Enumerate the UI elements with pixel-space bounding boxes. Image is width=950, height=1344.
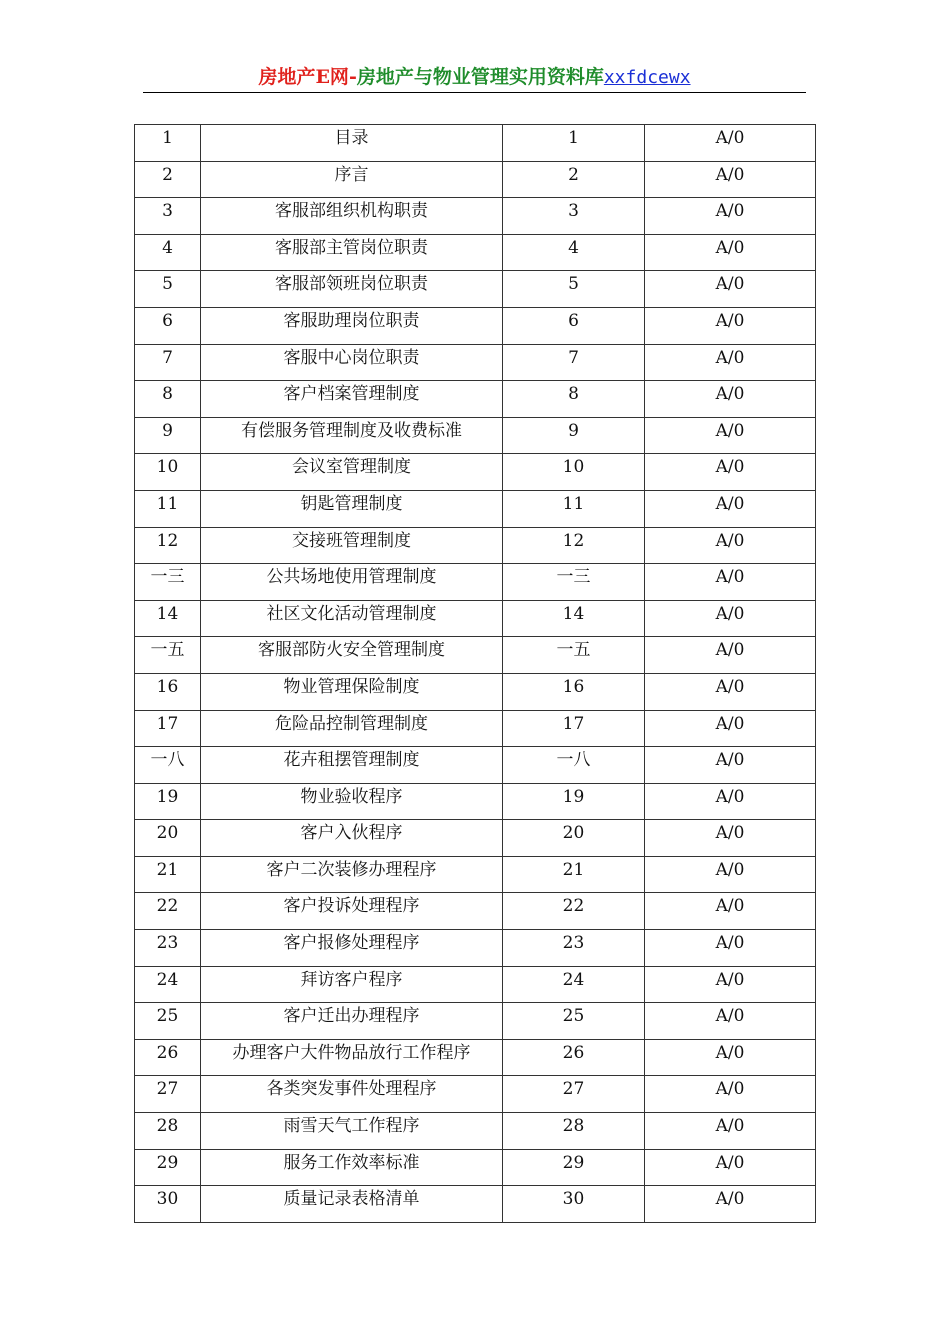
row-page-cell: 一五 xyxy=(503,637,645,674)
row-page-cell: 14 xyxy=(503,600,645,637)
row-version-cell: A/0 xyxy=(645,1039,816,1076)
row-version-cell: A/0 xyxy=(645,271,816,308)
row-number-cell: 10 xyxy=(135,454,201,491)
table-row xyxy=(135,198,816,235)
row-version-cell: A/0 xyxy=(645,820,816,857)
row-number-cell: 16 xyxy=(135,673,201,710)
row-title-cell: 会议室管理制度 xyxy=(201,454,503,491)
row-version-cell: A/0 xyxy=(645,1076,816,1113)
table-row xyxy=(135,966,816,1003)
row-version-cell: A/0 xyxy=(645,307,816,344)
row-page-cell: 3 xyxy=(503,198,645,235)
table-row xyxy=(135,161,816,198)
header-subtitle: 房地产与物业管理实用资料库 xyxy=(356,66,604,88)
row-page-cell: 7 xyxy=(503,344,645,381)
row-title-cell: 钥匙管理制度 xyxy=(201,490,503,527)
row-page-cell: 21 xyxy=(503,856,645,893)
row-page-cell: 27 xyxy=(503,1076,645,1113)
row-number-cell: 14 xyxy=(135,600,201,637)
row-number-cell: 29 xyxy=(135,1149,201,1186)
row-title-cell: 交接班管理制度 xyxy=(201,527,503,564)
row-page-cell: 11 xyxy=(503,490,645,527)
row-page-cell: 20 xyxy=(503,820,645,857)
row-title-cell: 客户档案管理制度 xyxy=(201,381,503,418)
row-number-cell: 28 xyxy=(135,1113,201,1150)
row-title-cell: 物业验收程序 xyxy=(201,783,503,820)
row-title-cell: 花卉租摆管理制度 xyxy=(201,747,503,784)
table-row xyxy=(135,1003,816,1040)
row-title-cell: 序言 xyxy=(201,161,503,198)
row-page-cell: 23 xyxy=(503,930,645,967)
row-number-cell: 8 xyxy=(135,381,201,418)
table-row xyxy=(135,271,816,308)
row-version-cell: A/0 xyxy=(645,198,816,235)
row-page-cell: 24 xyxy=(503,966,645,1003)
site-link[interactable]: xxfdcewx xyxy=(603,67,691,88)
row-title-cell: 客户投诉处理程序 xyxy=(201,893,503,930)
row-title-cell: 拜访客户程序 xyxy=(201,966,503,1003)
row-number-cell: 一五 xyxy=(135,637,201,674)
contents-table-body xyxy=(135,125,816,1223)
row-title-cell: 客户二次装修办理程序 xyxy=(201,856,503,893)
row-page-cell: 19 xyxy=(503,783,645,820)
row-number-cell: 22 xyxy=(135,893,201,930)
table-row xyxy=(135,527,816,564)
table-row xyxy=(135,1039,816,1076)
row-version-cell: A/0 xyxy=(645,125,816,162)
row-title-cell: 雨雪天气工作程序 xyxy=(201,1113,503,1150)
row-page-cell: 29 xyxy=(503,1149,645,1186)
row-number-cell: 21 xyxy=(135,856,201,893)
row-number-cell: 一八 xyxy=(135,747,201,784)
row-number-cell: 30 xyxy=(135,1186,201,1223)
row-title-cell: 质量记录表格清单 xyxy=(201,1186,503,1223)
row-page-cell: 30 xyxy=(503,1186,645,1223)
row-version-cell: A/0 xyxy=(645,1113,816,1150)
row-page-cell: 1 xyxy=(503,125,645,162)
row-title-cell: 客户入伙程序 xyxy=(201,820,503,857)
row-page-cell: 8 xyxy=(503,381,645,418)
table-row xyxy=(135,1076,816,1113)
row-number-cell: 11 xyxy=(135,490,201,527)
row-number-cell: 12 xyxy=(135,527,201,564)
row-version-cell: A/0 xyxy=(645,161,816,198)
row-title-cell: 客户迁出办理程序 xyxy=(201,1003,503,1040)
row-number-cell: 2 xyxy=(135,161,201,198)
row-version-cell: A/0 xyxy=(645,490,816,527)
table-row xyxy=(135,930,816,967)
row-number-cell: 一三 xyxy=(135,564,201,601)
row-number-cell: 25 xyxy=(135,1003,201,1040)
row-version-cell: A/0 xyxy=(645,1186,816,1223)
row-page-cell: 6 xyxy=(503,307,645,344)
row-title-cell: 目录 xyxy=(201,125,503,162)
row-title-cell: 公共场地使用管理制度 xyxy=(201,564,503,601)
row-version-cell: A/0 xyxy=(645,1003,816,1040)
row-page-cell: 26 xyxy=(503,1039,645,1076)
row-title-cell: 客服中心岗位职责 xyxy=(201,344,503,381)
row-title-cell: 有偿服务管理制度及收费标准 xyxy=(201,417,503,454)
row-version-cell: A/0 xyxy=(645,893,816,930)
table-row xyxy=(135,783,816,820)
row-version-cell: A/0 xyxy=(645,966,816,1003)
row-version-cell: A/0 xyxy=(645,856,816,893)
row-page-cell: 2 xyxy=(503,161,645,198)
page-header xyxy=(143,62,806,93)
row-number-cell: 19 xyxy=(135,783,201,820)
row-version-cell: A/0 xyxy=(645,381,816,418)
row-page-cell: 一三 xyxy=(503,564,645,601)
row-page-cell: 12 xyxy=(503,527,645,564)
row-page-cell: 28 xyxy=(503,1113,645,1150)
table-row xyxy=(135,234,816,271)
table-row xyxy=(135,637,816,674)
row-number-cell: 23 xyxy=(135,930,201,967)
table-row xyxy=(135,600,816,637)
table-row xyxy=(135,125,816,162)
row-number-cell: 9 xyxy=(135,417,201,454)
row-page-cell: 9 xyxy=(503,417,645,454)
row-version-cell: A/0 xyxy=(645,710,816,747)
row-page-cell: 16 xyxy=(503,673,645,710)
row-number-cell: 1 xyxy=(135,125,201,162)
row-number-cell: 5 xyxy=(135,271,201,308)
row-version-cell: A/0 xyxy=(645,1149,816,1186)
row-number-cell: 4 xyxy=(135,234,201,271)
row-page-cell: 25 xyxy=(503,1003,645,1040)
row-version-cell: A/0 xyxy=(645,454,816,491)
table-row xyxy=(135,381,816,418)
row-number-cell: 7 xyxy=(135,344,201,381)
row-title-cell: 物业管理保险制度 xyxy=(201,673,503,710)
row-version-cell: A/0 xyxy=(645,527,816,564)
contents-table xyxy=(134,124,816,1223)
row-number-cell: 24 xyxy=(135,966,201,1003)
table-row xyxy=(135,820,816,857)
site-name: 房地产E网 xyxy=(258,66,349,88)
table-row xyxy=(135,307,816,344)
row-number-cell: 26 xyxy=(135,1039,201,1076)
table-row xyxy=(135,1113,816,1150)
table-row xyxy=(135,564,816,601)
row-number-cell: 6 xyxy=(135,307,201,344)
row-version-cell: A/0 xyxy=(645,600,816,637)
row-number-cell: 17 xyxy=(135,710,201,747)
table-row xyxy=(135,344,816,381)
row-version-cell: A/0 xyxy=(645,637,816,674)
table-row xyxy=(135,1186,816,1223)
row-version-cell: A/0 xyxy=(645,783,816,820)
row-version-cell: A/0 xyxy=(645,234,816,271)
row-version-cell: A/0 xyxy=(645,564,816,601)
row-page-cell: 4 xyxy=(503,234,645,271)
row-number-cell: 3 xyxy=(135,198,201,235)
row-title-cell: 各类突发事件处理程序 xyxy=(201,1076,503,1113)
row-number-cell: 27 xyxy=(135,1076,201,1113)
table-row xyxy=(135,747,816,784)
row-page-cell: 10 xyxy=(503,454,645,491)
table-row xyxy=(135,893,816,930)
table-row xyxy=(135,673,816,710)
row-version-cell: A/0 xyxy=(645,673,816,710)
table-row xyxy=(135,454,816,491)
table-row xyxy=(135,710,816,747)
row-title-cell: 客服部领班岗位职责 xyxy=(201,271,503,308)
row-title-cell: 客服部主管岗位职责 xyxy=(201,234,503,271)
row-title-cell: 客户报修处理程序 xyxy=(201,930,503,967)
row-page-cell: 一八 xyxy=(503,747,645,784)
row-title-cell: 社区文化活动管理制度 xyxy=(201,600,503,637)
table-row xyxy=(135,417,816,454)
table-row xyxy=(135,490,816,527)
row-page-cell: 22 xyxy=(503,893,645,930)
row-version-cell: A/0 xyxy=(645,747,816,784)
row-title-cell: 客服助理岗位职责 xyxy=(201,307,503,344)
row-version-cell: A/0 xyxy=(645,417,816,454)
row-title-cell: 服务工作效率标准 xyxy=(201,1149,503,1186)
row-number-cell: 20 xyxy=(135,820,201,857)
row-title-cell: 办理客户大件物品放行工作程序 xyxy=(201,1039,503,1076)
row-version-cell: A/0 xyxy=(645,344,816,381)
row-version-cell: A/0 xyxy=(645,930,816,967)
table-row xyxy=(135,856,816,893)
header-separator: - xyxy=(348,66,357,88)
row-title-cell: 客服部防火安全管理制度 xyxy=(201,637,503,674)
row-page-cell: 5 xyxy=(503,271,645,308)
row-title-cell: 危险品控制管理制度 xyxy=(201,710,503,747)
row-title-cell: 客服部组织机构职责 xyxy=(201,198,503,235)
table-row xyxy=(135,1149,816,1186)
row-page-cell: 17 xyxy=(503,710,645,747)
